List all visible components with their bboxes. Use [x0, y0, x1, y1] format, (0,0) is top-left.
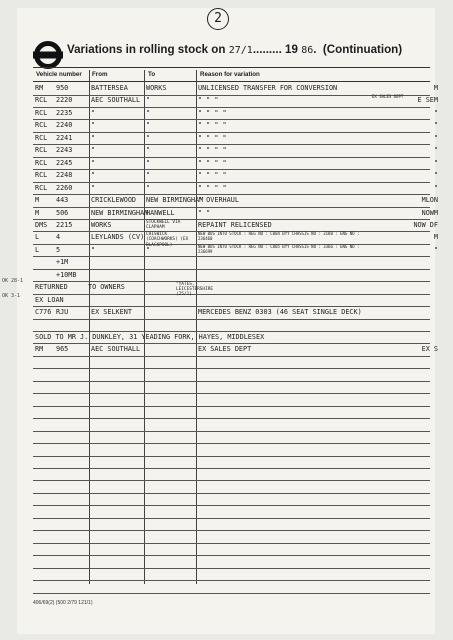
row-rule	[33, 269, 430, 270]
form-title: Variations in rolling stock on 27/1......... 19 86. (Continuation)	[67, 43, 403, 56]
row-extra: M	[433, 84, 438, 92]
row-from: "	[91, 183, 96, 192]
row-extra: "	[433, 121, 438, 130]
row-to: HANWELL	[146, 208, 175, 217]
row-type: C776	[35, 308, 52, 317]
row-rule	[33, 306, 430, 307]
row-rule	[33, 555, 430, 556]
row-no: 443	[56, 196, 69, 205]
row-type: RCL	[35, 96, 48, 105]
row-to: "	[146, 171, 151, 180]
row-rule	[33, 356, 430, 357]
row-no: 5	[56, 245, 61, 254]
row-from: "	[91, 245, 96, 254]
row-rule	[33, 331, 430, 332]
row-no: 2220	[56, 96, 73, 105]
margin-note: OK 3-1	[2, 293, 21, 299]
row-no: 2245	[56, 158, 73, 167]
title-suffix: (Continuation)	[322, 43, 403, 56]
row-rule	[33, 95, 430, 96]
row-to: "	[146, 158, 151, 167]
column-divider	[196, 70, 197, 584]
row-rule	[33, 169, 430, 170]
row-from: EX SELKENT	[91, 308, 132, 317]
row-no: 965	[56, 345, 69, 354]
row-rule	[33, 393, 430, 394]
row-rule	[33, 493, 430, 494]
row-reason: " " " "	[198, 121, 227, 130]
row-to: "	[146, 96, 151, 105]
row-extra: MLON	[421, 196, 438, 205]
row-reason: UNLICENSED TRANSFER FOR CONVERSION	[198, 84, 338, 92]
row-to: "	[146, 133, 151, 142]
row-from: "	[91, 108, 96, 117]
row-reason: " " " "	[198, 171, 227, 180]
form-footer: 406/69(2) (500 2/79 121/1)	[33, 600, 93, 606]
row-extra: EX S	[421, 345, 438, 354]
row-rule	[33, 281, 430, 282]
row-no: 2248	[56, 171, 73, 180]
row-rule	[33, 144, 430, 145]
row-to: "	[146, 146, 151, 155]
row-no: 2243	[56, 146, 73, 155]
row-no: 2240	[56, 121, 73, 130]
row-to: WORKS	[146, 84, 167, 92]
row-type: RCL	[35, 121, 48, 130]
row-reason: " " " "	[198, 133, 227, 142]
row-no: 506	[56, 208, 69, 217]
title-prefix: Variations in rolling stock on	[67, 43, 226, 56]
row-to: "YATES, LEICESTERSHIRE (25/1)	[176, 282, 214, 298]
row-from: AEC SOUTHALL	[91, 96, 141, 105]
row-type: RCL	[35, 146, 48, 155]
row-from: "	[91, 146, 96, 155]
row-rule	[33, 182, 430, 183]
row-rule	[33, 207, 430, 208]
row-type: RCL	[35, 183, 48, 192]
row-no: 950	[56, 84, 69, 92]
row-rule	[33, 530, 430, 531]
row-type: RCL	[35, 133, 48, 142]
title-year: 86	[301, 45, 314, 56]
london-transport-roundel-icon	[33, 40, 63, 70]
row-type: M	[35, 208, 40, 217]
row-rule	[33, 219, 430, 220]
row-extra: M	[433, 233, 438, 242]
row-from: "	[91, 171, 96, 180]
row-extra: NOWM	[421, 208, 438, 217]
title-rule	[33, 67, 430, 68]
row-reason: MERCEDES BENZ 0303 (46 SEAT SINGLE DECK)	[198, 308, 362, 317]
row-extra: "	[433, 245, 438, 254]
row-note: EX SALES DEPT	[372, 94, 404, 100]
row-type: M	[35, 196, 40, 205]
column-divider	[89, 70, 90, 584]
row-reason: " " " "	[198, 158, 227, 167]
row-rule	[33, 593, 430, 594]
row-extra: E SEM	[417, 96, 438, 105]
row-rule	[33, 580, 430, 581]
row-from: BATTERSEA	[91, 84, 128, 92]
row-rule	[33, 107, 430, 108]
row-to: "	[146, 183, 151, 192]
row-rule	[33, 343, 430, 344]
row-from: TO OWNERS	[88, 283, 125, 292]
row-reason: " " " "	[198, 146, 227, 155]
row-rule	[33, 456, 430, 457]
row-from: LEYLANDS (CV)	[91, 233, 145, 242]
row-to: "	[146, 108, 151, 117]
row-type: RCL	[35, 171, 48, 180]
row-reason: " " "	[198, 96, 219, 105]
row-rule	[33, 256, 430, 257]
row-no: 2215	[56, 220, 73, 229]
row-type: RCL	[35, 108, 48, 117]
row-from: CRICKLEWOOD	[91, 196, 137, 205]
row-rule	[33, 194, 430, 195]
row-from: "	[91, 121, 96, 130]
header-from: From	[92, 71, 108, 78]
row-rule	[33, 294, 430, 295]
row-rule	[33, 431, 430, 432]
row-extra: "	[433, 171, 438, 180]
row-reason: NEW BUS INTO STOCK : REG NO : C805 BYY CHASSIS NO : 3366 : ENG NO : 236699	[198, 243, 360, 254]
row-rule	[33, 568, 430, 569]
row-reason: " "	[198, 208, 211, 217]
title-date: 27/1	[228, 45, 253, 56]
row-rule	[33, 157, 430, 158]
header-vehicle-number: Vehicle number	[36, 71, 82, 78]
row-to: STOCKWELL VIA CLAPHAM	[146, 219, 181, 230]
row-rule	[33, 518, 430, 519]
row-type: RM	[35, 345, 44, 354]
row-no: 2260	[56, 183, 73, 192]
row-no: +1M	[56, 258, 69, 267]
row-to: "	[146, 245, 151, 254]
row-rule	[33, 119, 430, 120]
row-reason: " OVERHAUL	[198, 196, 239, 205]
row-extra: "	[433, 158, 438, 167]
row-no: +10MB	[56, 270, 77, 279]
row-to: "	[146, 121, 151, 130]
row-type: SOLD TO MR J. DUNKLEY, 31 YEADING FORK, HAYES, MIDDLESEX	[35, 333, 265, 341]
column-divider	[144, 70, 145, 584]
row-reason: " " " "	[198, 108, 227, 117]
row-type: L	[35, 233, 40, 242]
row-extra: "	[433, 146, 438, 155]
row-extra: "	[433, 133, 438, 142]
row-type: EX LOAN	[35, 295, 64, 304]
row-type: RM	[35, 84, 44, 92]
header-reason: Reason for variation	[200, 71, 260, 78]
row-type: RETURNED	[35, 283, 68, 292]
row-type: DMS	[35, 220, 48, 229]
row-from: NEW BIRMINGHAM	[91, 208, 149, 217]
page-number: 2	[207, 8, 229, 30]
form-sheet	[17, 8, 435, 634]
row-rule	[33, 505, 430, 506]
row-from: "	[91, 158, 96, 167]
row-reason: REPAINT RELICENSED	[198, 220, 272, 229]
row-extra: "	[433, 183, 438, 192]
margin-note: OK 28-1	[2, 278, 24, 284]
row-rule	[33, 468, 430, 469]
row-to: NEW BIRMINGHAM	[146, 196, 204, 205]
row-rule	[33, 381, 430, 382]
header-rule	[33, 81, 430, 82]
row-reason: EX SALES DEPT	[198, 345, 252, 354]
row-type: RCL	[35, 158, 48, 167]
row-rule	[33, 319, 430, 320]
row-to: CHISWICK (COACHWORKS) (EX BLACKPOOL)	[146, 232, 189, 248]
row-from: "	[91, 133, 96, 142]
row-type: L	[35, 245, 40, 254]
row-no: 2235	[56, 108, 73, 117]
row-no: 4	[56, 233, 61, 242]
row-rule	[33, 406, 430, 407]
row-from: WORKS	[91, 220, 112, 229]
row-rule	[33, 418, 430, 419]
row-no: RJU	[56, 308, 69, 317]
row-rule	[33, 543, 430, 544]
row-extra: "	[433, 108, 438, 117]
row-rule	[33, 443, 430, 444]
row-rule	[33, 132, 430, 133]
row-extra: NOW DF	[413, 220, 438, 229]
row-from: AEC SOUTHALL	[91, 345, 141, 354]
row-rule	[33, 480, 430, 481]
header-to: To	[148, 71, 156, 78]
row-reason: " " " "	[198, 183, 227, 192]
row-no: 2241	[56, 133, 73, 142]
title-year-prefix: 19	[285, 43, 298, 56]
row-rule	[33, 368, 430, 369]
row-reason: NEW BUS INTO STOCK : REG NO : C804 BYY CHASSIS NO : 3180 : ENG NO : 236460	[198, 231, 360, 242]
